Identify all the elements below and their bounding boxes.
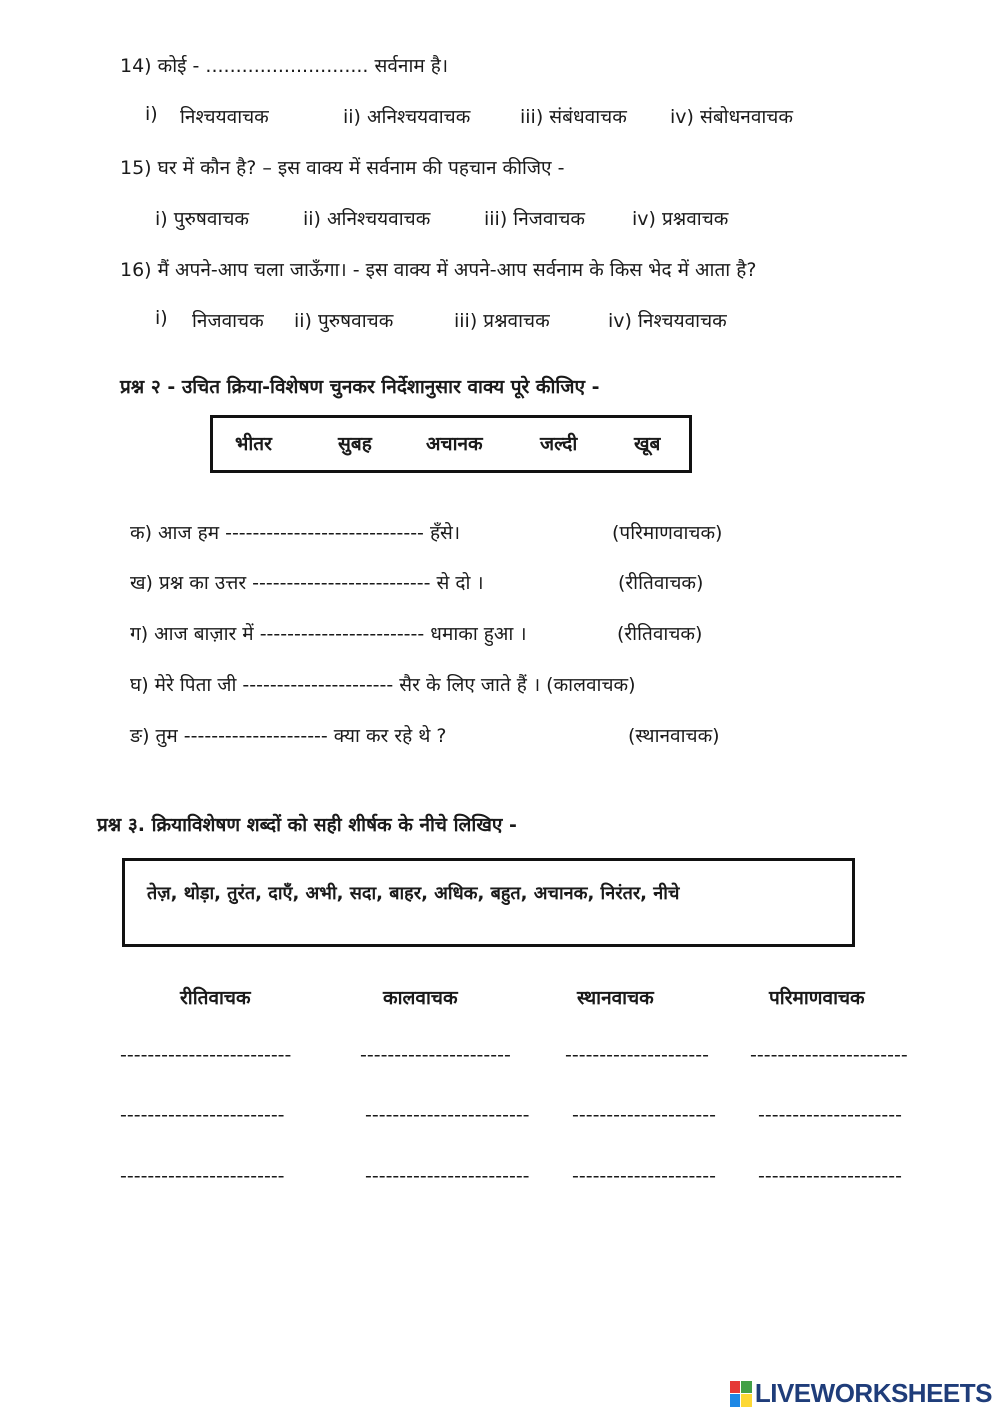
sentence-ga[interactable]: ग) आज बाज़ार में ------------------------ धमाका हुआ । <box>130 623 527 645</box>
section-3-heading: प्रश्न ३. क्रियाविशेषण शब्दों को सही शीर्षक के नीचे लिखिए - <box>97 814 517 836</box>
question-14-stem: 14) कोई - ........................... सर्वनाम है। <box>120 55 449 77</box>
answer-blank[interactable]: --------------------- <box>565 1044 709 1066</box>
sentence-gha[interactable]: घ) मेरे पिता जी ---------------------- सैर के लिए जाते हैं । (कालवाचक) <box>130 674 636 696</box>
answer-blank[interactable]: --------------------- <box>758 1104 902 1126</box>
question-14-option-iv[interactable]: iv) संबोधनवाचक <box>670 106 793 128</box>
sentence-kha-hint: (रीतिवाचक) <box>618 572 704 594</box>
column-heading-sthanvachak: स्थानवाचक <box>577 987 654 1009</box>
question-16-option-iv[interactable]: iv) निश्चयवाचक <box>608 310 727 332</box>
section-3-word-bank: तेज़, थोड़ा, तुरंत, दाएँ, अभी, सदा, बाहर, अधिक, बहुत, अचानक, निरंतर, नीचे <box>147 883 680 904</box>
word-bank-item: अचानक <box>426 433 483 455</box>
sentence-nga-hint: (स्थानवाचक) <box>628 725 720 747</box>
section-2-heading: प्रश्न २ - उचित क्रिया-विशेषण चुनकर निर्देशानुसार वाक्य पूरे कीजिए - <box>120 376 600 398</box>
question-15-option-iv[interactable]: iv) प्रश्नवाचक <box>632 208 729 230</box>
answer-blank[interactable]: ------------------------ <box>365 1104 530 1126</box>
question-16-stem: 16) मैं अपने-आप चला जाऊँगा। - इस वाक्य में अपने-आप सर्वनाम के किस भेद में आता है? <box>120 259 757 281</box>
sentence-ga-hint: (रीतिवाचक) <box>617 623 703 645</box>
question-15-stem: 15) घर में कौन है? – इस वाक्य में सर्वनाम की पहचान कीजिए - <box>120 157 565 179</box>
question-14-option-i[interactable]: निश्चयवाचक <box>180 106 269 128</box>
answer-blank[interactable]: --------------------- <box>572 1165 716 1187</box>
sentence-ka[interactable]: क) आज हम ----------------------------- हँसे। <box>130 522 461 544</box>
answer-blank[interactable]: ------------------------ <box>120 1104 285 1126</box>
question-14-option-i-label: i) <box>145 103 158 125</box>
answer-blank[interactable]: ---------------------- <box>360 1044 511 1066</box>
liveworksheets-logo <box>730 1378 992 1409</box>
question-15-option-ii[interactable]: ii) अनिश्चयवाचक <box>303 208 431 230</box>
question-14-option-iii[interactable]: iii) संबंधवाचक <box>520 106 627 128</box>
question-16-option-i[interactable]: निजवाचक <box>192 310 264 332</box>
question-16-option-ii[interactable]: ii) पुरुषवाचक <box>294 310 394 332</box>
question-14-option-ii[interactable]: ii) अनिश्चयवाचक <box>343 106 471 128</box>
answer-blank[interactable]: ----------------------- <box>750 1044 908 1066</box>
question-15-option-i[interactable]: i) पुरुषवाचक <box>155 208 250 230</box>
word-bank-item: सुबह <box>338 433 372 455</box>
answer-blank[interactable]: ------------------------- <box>120 1044 292 1066</box>
sentence-kha[interactable]: ख) प्रश्न का उत्तर -------------------------- से दो । <box>130 572 484 594</box>
answer-blank[interactable]: --------------------- <box>758 1165 902 1187</box>
word-bank-item: खूब <box>634 433 661 455</box>
column-heading-ritivachak: रीतिवाचक <box>180 987 251 1009</box>
column-heading-parimanvachak: परिमाणवाचक <box>769 987 865 1009</box>
word-bank-item: जल्दी <box>540 433 578 455</box>
sentence-ka-hint: (परिमाणवाचक) <box>612 522 723 544</box>
answer-blank[interactable]: --------------------- <box>572 1104 716 1126</box>
answer-blank[interactable]: ------------------------ <box>120 1165 285 1187</box>
liveworksheets-badge-icon <box>730 1381 752 1407</box>
sentence-nga[interactable]: ङ) तुम --------------------- क्या कर रहे थे ? <box>130 725 447 747</box>
question-15-option-iii[interactable]: iii) निजवाचक <box>484 208 585 230</box>
question-16-option-iii[interactable]: iii) प्रश्नवाचक <box>454 310 550 332</box>
question-16-option-i-label: i) <box>155 307 168 329</box>
liveworksheets-logo-text: LIVEWORKSHEETS <box>754 1378 992 1408</box>
word-bank-item: भीतर <box>235 433 272 455</box>
column-heading-kalvachak: कालवाचक <box>383 987 458 1009</box>
answer-blank[interactable]: ------------------------ <box>365 1165 530 1187</box>
